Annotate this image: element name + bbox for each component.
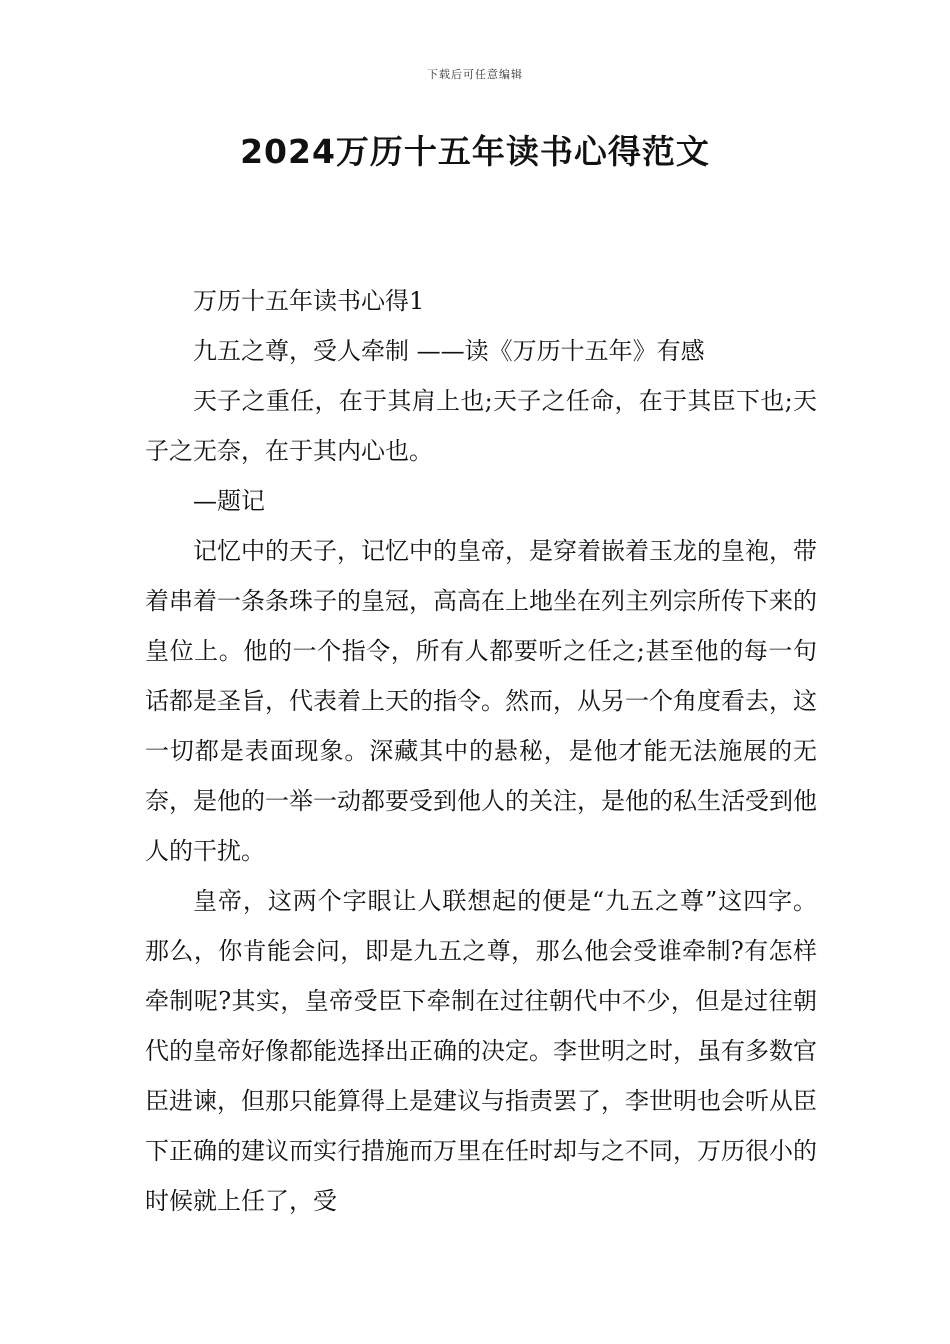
section-heading: 万历十五年读书心得1 — [193, 287, 425, 315]
document-body — [145, 276, 817, 1226]
body-paragraph: 皇帝，这两个字眼让人联想起的便是“九五之尊”这四字。那么，你肯能会问，即是九五之尊，那么他会受谁牵制?有怎样牵制呢?其实，皇帝受臣下牵制在过往朝代中不少，但是过往朝代的皇帝好像都能选择出正确的决定。李世明之时，虽有多数官臣进谏，但那只能算得上是建议与指责罢了，李世明也会听从臣下正确的建议而实行措施而万里在任时却与之不同，万历很小的时候就上任了，受 — [145, 887, 817, 1215]
header-note: 下载后可任意编辑 — [427, 68, 523, 81]
document-title: 2024万历十五年读书心得范文 — [240, 132, 710, 171]
essay-subtitle: 九五之尊，受人牵制 ——读《万历十五年》有感 — [193, 337, 705, 365]
epigraph-attribution: —题记 — [193, 487, 265, 515]
body-paragraph: 记忆中的天子，记忆中的皇帝，是穿着嵌着玉龙的皇袍，带着串着一条条珠子的皇冠，高高在上地坐在列主列宗所传下来的皇位上。他的一个指令，所有人都要听之任之;甚至他的每一句话都是圣旨，代表着上天的指令。然而，从另一个角度看去，这一切都是表面现象。深藏其中的悬秘，是他才能无法施展的无奈，是他的一举一动都要受到他人的关注，是他的私生活受到他人的干扰。 — [145, 537, 817, 865]
epigraph-paragraph: 天子之重任，在于其肩上也;天子之任命，在于其臣下也;天子之无奈，在于其内心也。 — [145, 387, 817, 465]
